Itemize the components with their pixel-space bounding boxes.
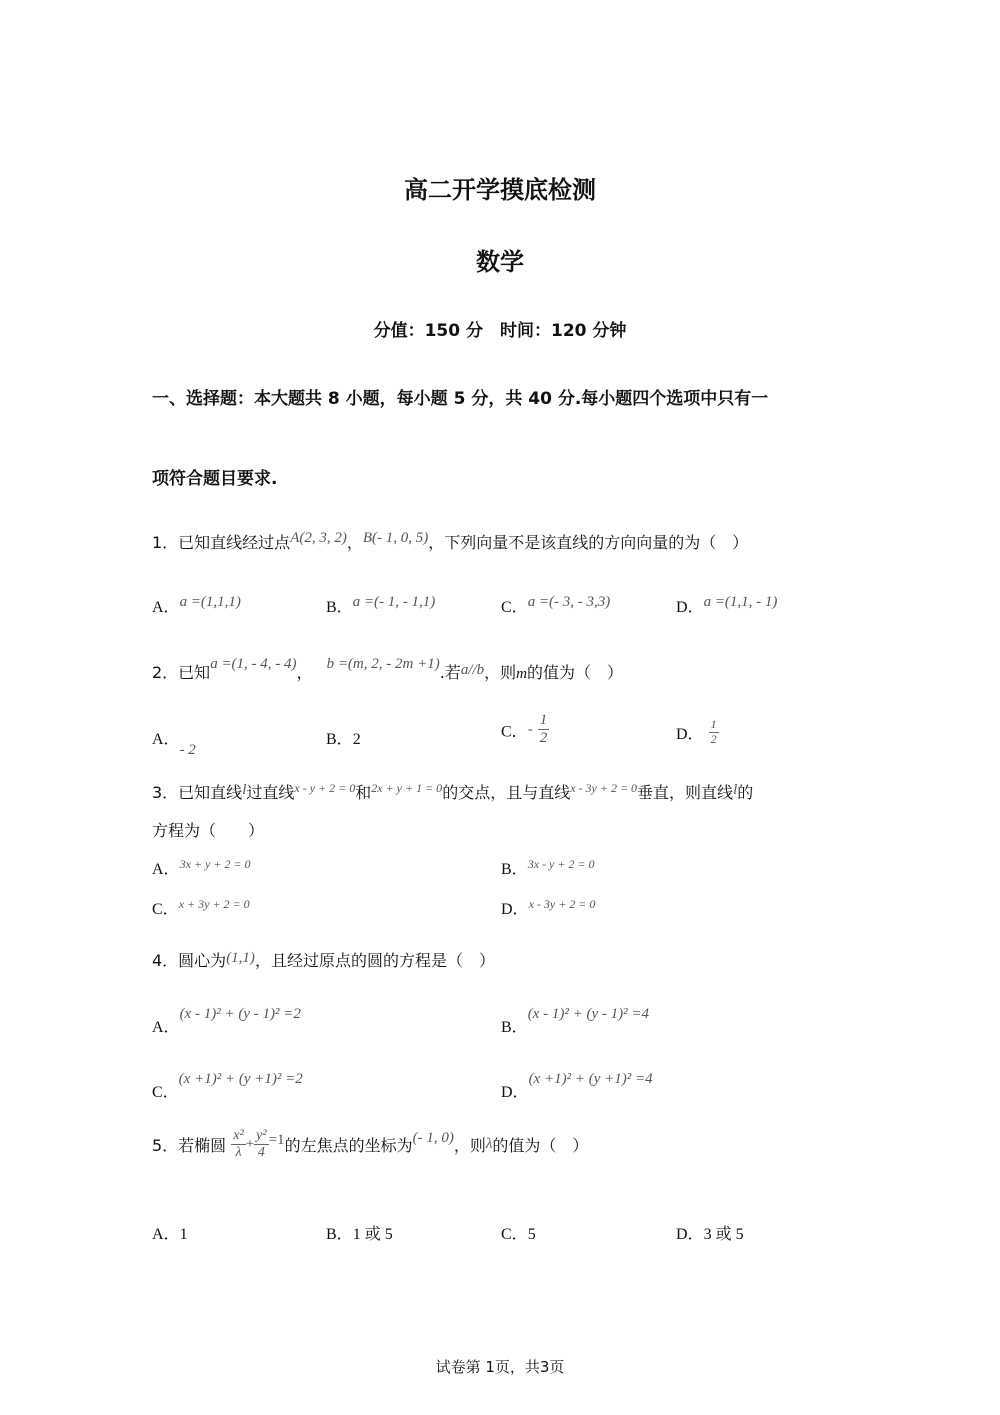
option-expr: 3x - y + 2 = 0 — [527, 857, 595, 871]
q2-text: 2．已知 — [152, 663, 211, 682]
q2-variable-m: m — [516, 666, 528, 682]
option-fraction — [709, 718, 719, 747]
exam-title: 高二开学摸底检测 — [404, 176, 596, 204]
q5-equals: =1 — [268, 1132, 285, 1149]
q3-line-l: l — [733, 782, 738, 798]
option-label: A． — [152, 1019, 180, 1036]
option-expr: a =(1,1, - 1) — [703, 594, 778, 610]
q3-text: 的 — [737, 783, 754, 802]
q2-parallel: a//b — [460, 662, 485, 678]
fraction-numerator: x² — [231, 1128, 245, 1145]
q5-option-b — [326, 1221, 393, 1244]
q3-text: 垂直，则直线 — [637, 783, 734, 802]
q3-option-c — [152, 896, 250, 919]
q2-text: .若 — [439, 663, 461, 682]
q5-fraction-y — [254, 1128, 268, 1161]
option-text: 1 — [179, 1226, 188, 1243]
q4-center: (1,1) — [226, 950, 255, 966]
option-expr: a =(1,1,1) — [179, 594, 241, 610]
q1-option-d — [676, 594, 777, 617]
section-heading-line2: 项符合题目要求. — [152, 469, 278, 489]
option-label: D． — [676, 1226, 704, 1243]
subject-title: 数学 — [476, 248, 524, 276]
q4-option-b — [501, 1006, 649, 1037]
option-expr: 2 — [352, 731, 361, 748]
option-label: A． — [152, 1226, 180, 1243]
q2-text: ，则 — [484, 663, 517, 682]
q5-option-c — [501, 1221, 536, 1244]
q3-text: 的交点，且与直线 — [442, 783, 571, 802]
option-text: 1 或 5 — [352, 1226, 393, 1243]
option-label: C． — [501, 1226, 528, 1243]
q3-line-l: l — [242, 782, 247, 798]
q5-text: ，则 — [453, 1136, 486, 1156]
q5-focus: (- 1, 0) — [412, 1130, 454, 1147]
option-label: B． — [501, 1019, 528, 1036]
fraction-numerator: 1 — [538, 712, 550, 730]
q4-option-c — [152, 1071, 303, 1102]
q5-text: 的值为（ ） — [492, 1136, 589, 1156]
q1-point-b: B(- 1, 0, 5) — [362, 530, 429, 546]
q5-fraction-x — [231, 1128, 245, 1161]
q4-option-a — [152, 1006, 301, 1037]
option-label: B． — [326, 731, 353, 748]
option-text: 3 或 5 — [703, 1226, 744, 1243]
q1-text: ，下列向量不是该直线的方向向量的为（ ） — [428, 533, 749, 552]
q3-equation-3: x - 3y + 2 = 0 — [570, 781, 638, 795]
q5-text: 的左焦点的坐标为 — [284, 1136, 413, 1156]
q2-option-a — [152, 726, 196, 758]
q2-text: ， — [296, 663, 313, 682]
q4-text: ，且经过原点的圆的方程是（ ） — [254, 951, 495, 970]
q2-vector-b: b =(m, 2, - 2m +1) — [326, 656, 440, 672]
q3-text: 和 — [355, 783, 372, 802]
option-expr: (x +1)² + (y +1)² =2 — [178, 1071, 303, 1087]
option-label: C． — [501, 723, 528, 741]
fraction-numerator: 1 — [710, 717, 717, 731]
page-footer: 试卷第 1页，共3页 — [435, 1358, 565, 1376]
q3-equation-1: x - y + 2 = 0 — [294, 781, 356, 795]
option-label: D． — [676, 725, 704, 743]
q1-option-a — [152, 594, 241, 617]
question-4-stem — [152, 948, 495, 971]
q2-text: 的值为（ ） — [527, 663, 624, 682]
fraction-denominator: 2 — [539, 730, 548, 747]
q5-text: 5．若椭圆 — [152, 1136, 227, 1156]
q1-option-b — [326, 594, 435, 617]
q2-option-b — [326, 726, 361, 749]
option-label: A． — [152, 731, 180, 748]
option-expr: x + 3y + 2 = 0 — [178, 897, 250, 911]
q5-option-a — [152, 1221, 188, 1244]
q4-text: 4．圆心为 — [152, 951, 227, 970]
q1-text: ， — [346, 533, 363, 552]
option-text: 5 — [527, 1226, 536, 1243]
q1-point-a: A(2, 3, 2) — [290, 530, 347, 546]
q3-text: 3．已知直线 — [152, 783, 243, 802]
option-fraction — [538, 712, 550, 748]
question-3-stem — [152, 780, 753, 803]
q3-stem-line2: 方程为（ ） — [152, 821, 265, 840]
q2-option-d — [676, 718, 719, 747]
q1-option-c — [501, 594, 610, 617]
fraction-denominator: 2 — [710, 731, 717, 746]
section-heading-line1: 一、选择题：本大题共 8 小题，每小题 5 分，共 40 分.每小题四个选项中只有一 — [152, 389, 769, 409]
q2-option-c — [501, 712, 549, 748]
option-label: B． — [501, 861, 528, 878]
q3-equation-2: 2x + y + 1 = 0 — [371, 781, 443, 795]
option-expr: a =(- 1, - 1,1) — [352, 594, 436, 610]
question-2-stem — [152, 656, 624, 683]
fraction-denominator: λ — [235, 1145, 242, 1161]
q3-option-d — [501, 896, 595, 919]
exam-meta: 分值：150 分 时间：120 分钟 — [373, 321, 627, 341]
q5-plus: + — [245, 1136, 255, 1153]
q4-option-d — [501, 1071, 653, 1102]
option-label: C． — [501, 599, 528, 616]
option-expr: (x - 1)² + (y - 1)² =2 — [179, 1006, 301, 1022]
question-5-stem — [152, 1128, 588, 1161]
option-label: A． — [152, 599, 180, 616]
option-expr: x - 3y + 2 = 0 — [528, 897, 596, 911]
q5-option-d — [676, 1221, 744, 1244]
question-1-stem — [152, 530, 748, 553]
option-label: B． — [326, 1226, 353, 1243]
q5-lambda: λ — [485, 1136, 493, 1153]
option-sign: - — [527, 721, 533, 738]
fraction-numerator: y² — [254, 1128, 268, 1145]
q3-option-b — [501, 856, 595, 879]
option-expr: 3x + y + 2 = 0 — [179, 857, 251, 871]
option-label: D． — [501, 901, 529, 918]
q3-option-a — [152, 856, 251, 879]
fraction-denominator: 4 — [257, 1145, 265, 1161]
q3-text: 过直线 — [246, 783, 295, 802]
option-label: D． — [676, 599, 704, 616]
option-expr: (x - 1)² + (y - 1)² =4 — [527, 1006, 649, 1022]
option-label: C． — [152, 1084, 179, 1101]
q1-text: 1．已知直线经过点 — [152, 533, 291, 552]
option-label: A． — [152, 861, 180, 878]
option-expr: a =(- 3, - 3,3) — [527, 594, 611, 610]
option-expr: (x +1)² + (y +1)² =4 — [528, 1071, 653, 1087]
option-label: B． — [326, 599, 353, 616]
option-expr: - 2 — [179, 742, 196, 758]
option-label: D． — [501, 1084, 529, 1101]
q2-vector-a: a =(1, - 4, - 4) — [210, 656, 297, 672]
option-label: C． — [152, 901, 179, 918]
